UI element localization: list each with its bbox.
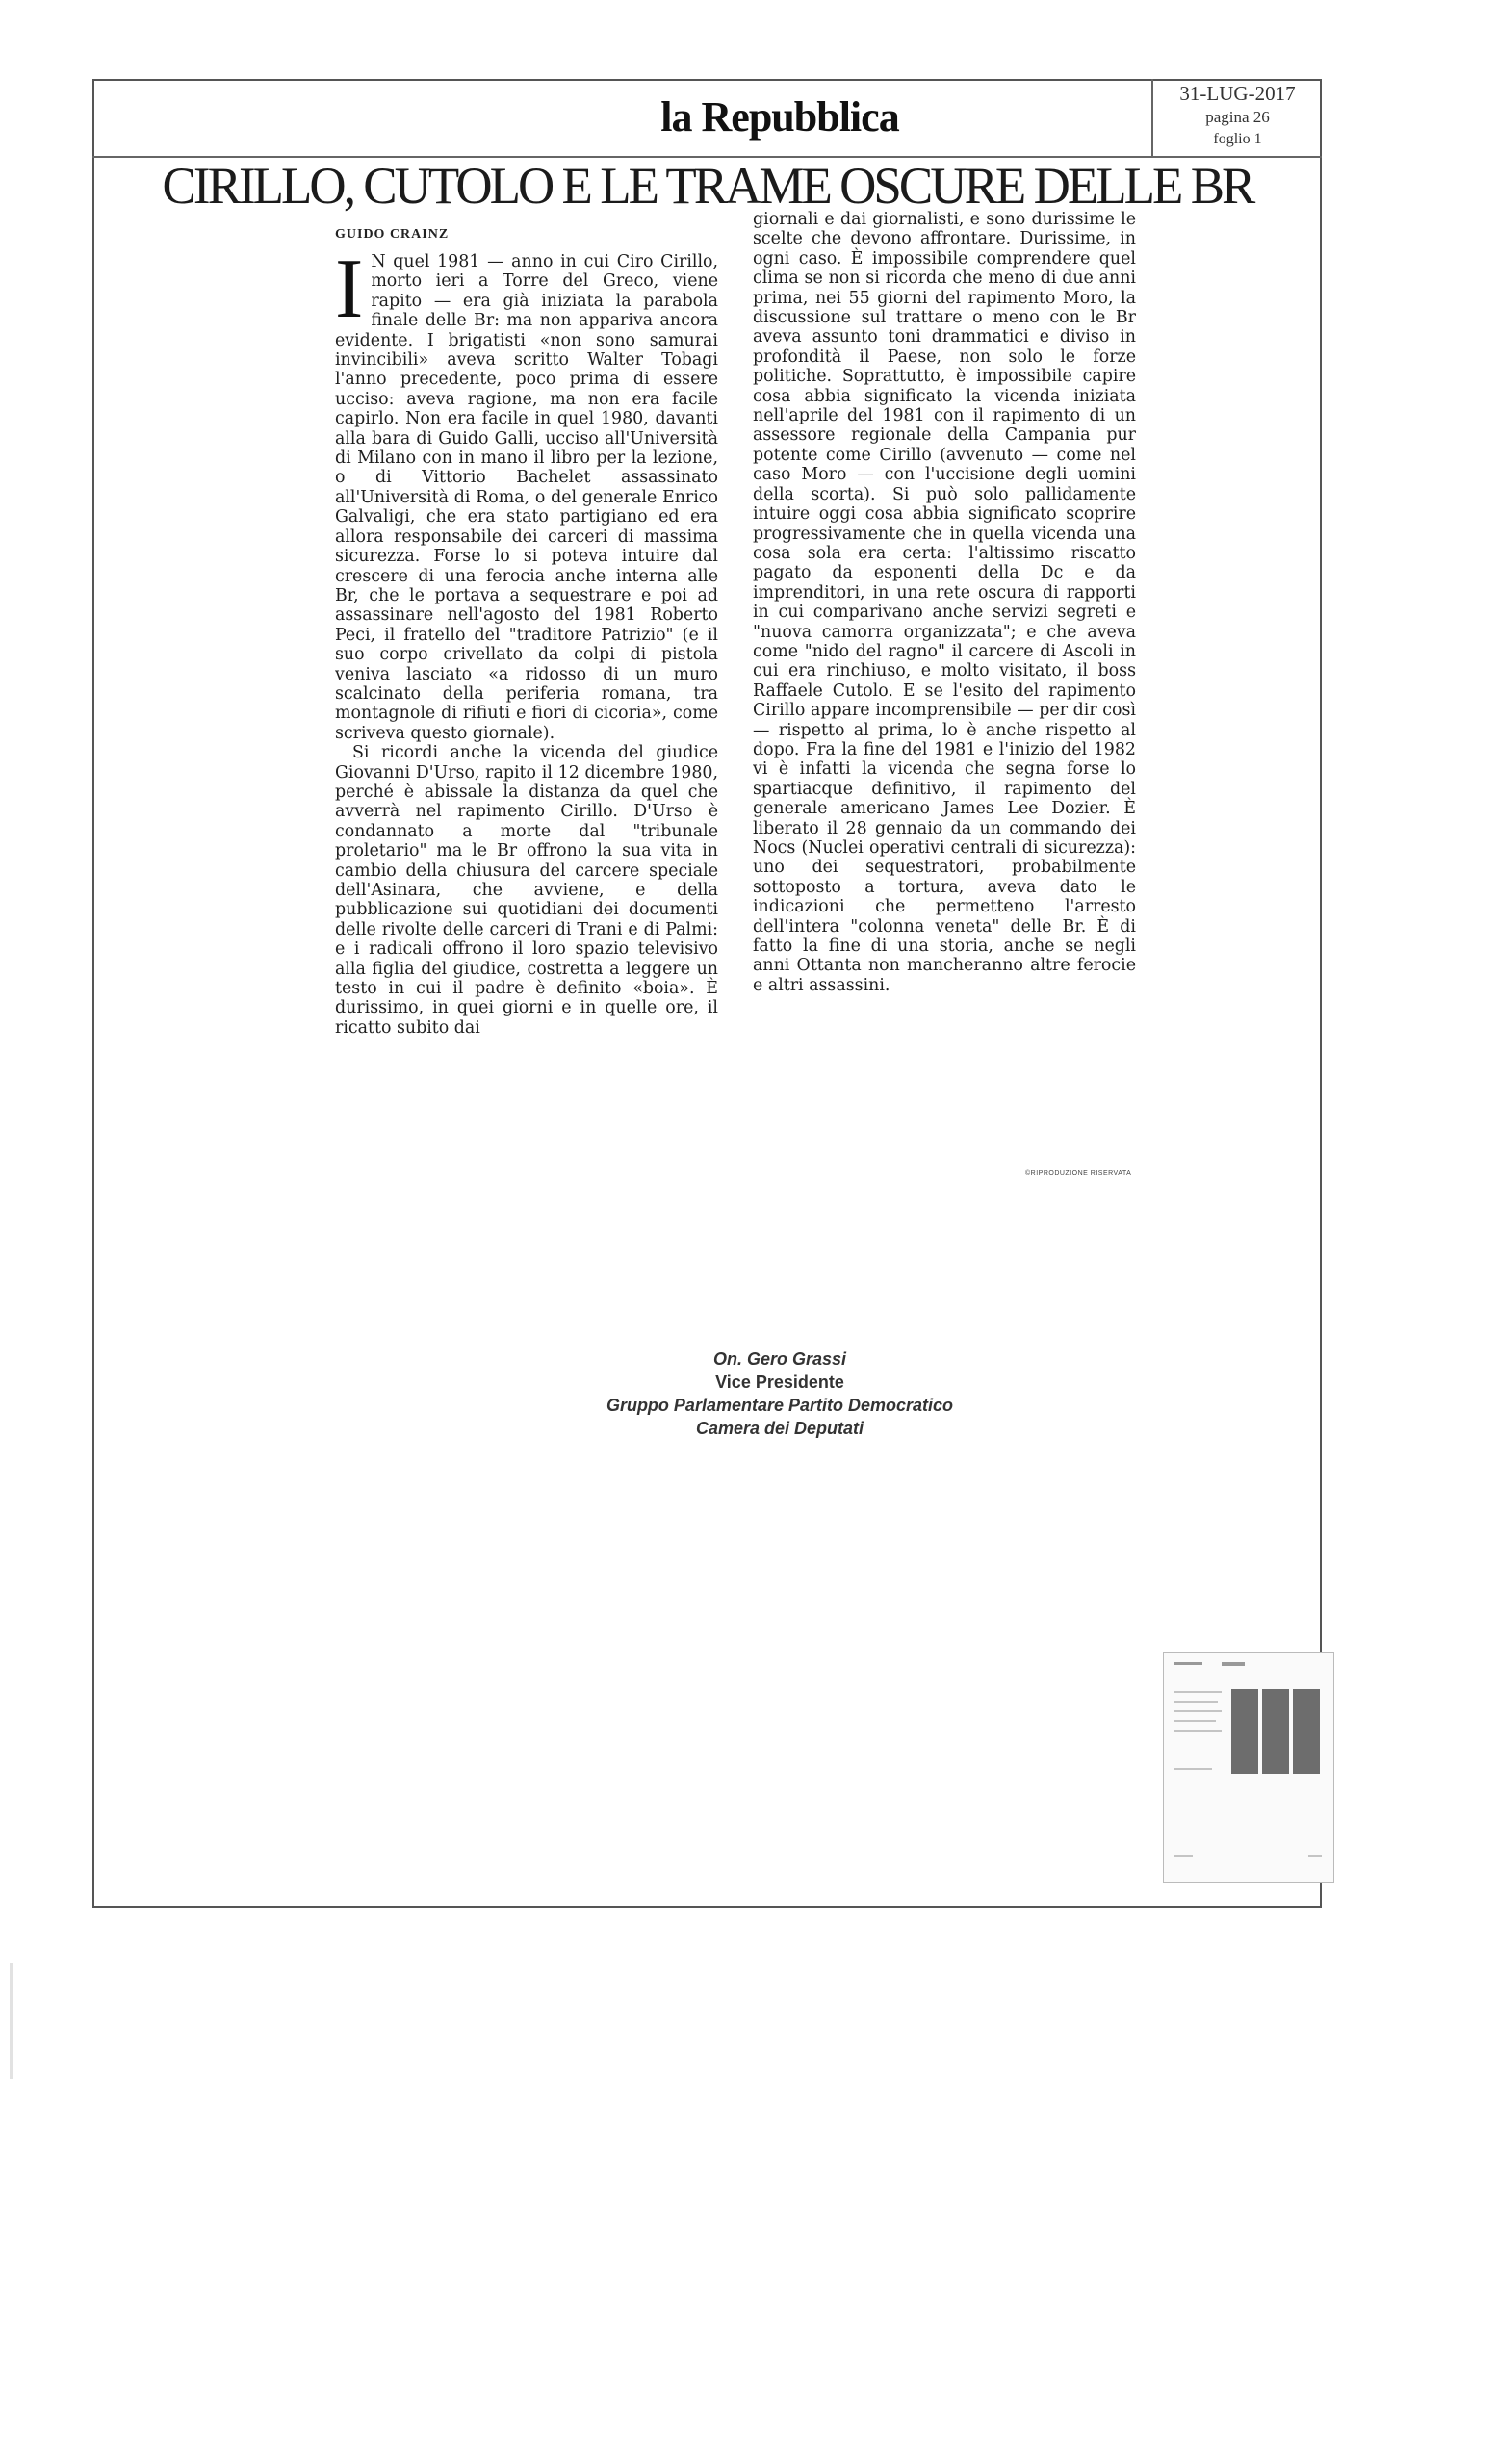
date-box [1151,79,1322,156]
drop-cap: I [335,252,364,336]
page-number: pagina 26 [1205,108,1270,126]
column-1-paragraph-2: Si ricordi anche la vicenda del giudice Giovanni D'Urso, rapito il 12 dicembre 1980, perché è abissale la distanza da quel che avverrà nel rapimento Cirillo. D'Urso è condannato a morte dal "tribunale proletario" ma le Br offrono la sua vita in cambio della chiusura del carcere speciale dell'Asinara, che avviene, e della pubblicazione sui quotidiani dei documenti delle rivolte delle carceri di Trani e di Palmi: e i radicali offrono il loro spazio televisivo alla figlia del giudice, costretta a leggere un testo in cui il padre è definito «boia». È durissimo, in quei giorni e in quelle ore, il ricatto subito dai [335,743,718,1038]
article-headline: CIRILLO, CUTOLO E LE TRAME OSCURE DELLE BR [162,157,1253,215]
page-thumbnail [1163,1652,1334,1883]
thumbnail-line [1308,1855,1322,1857]
article-author: GUIDO CRAINZ [335,227,450,242]
thumbnail-header-mark [1174,1662,1202,1665]
signature-group: Gruppo Parlamentare Partito Democratico [606,1396,954,1415]
signature-block [539,1348,1020,1440]
signature-chamber: Camera dei Deputati [695,1419,864,1438]
signature-name: On. Gero Grassi [712,1349,847,1369]
thumbnail-line [1174,1710,1222,1712]
thumbnail-line [1174,1768,1212,1770]
column-1-paragraph-1-text: N quel 1981 — anno in cui Ciro Cirillo, morto ieri a Torre del Greco, viene rapito — era già iniziata la parabola finale delle Br: ma non appariva ancora evidente. I brigatisti «non sono samurai invincibili» aveva scritto Walter Tobagi l'anno precedente, poco prima di essere ucciso: aveva ragione, ma non era facile capirlo. Non era facile in quel 1980, davanti alla bara di Guido Galli, ucciso all'Università di Milano con in mano il libro per la lezione, o di Vittorio Bachelet assassinato all'Università di Roma, o del generale Enrico Galvaligi, che era stato partigiano ed era allora responsabile dei carceri di massima sicurezza. Forse lo si poteva intuire dal crescere di una ferocia anche interna alle Br, che le portava a sequestrare e poi ad assassinare nell'agosto del 1981 Roberto Peci, il fratello del "traditore Patrizio" (e il suo corpo crivellato da colpi di pistola veniva lasciato «a ridosso di un muro scalcinato della periferia romana, tra montagnole di rifiuti e fiori di cicoria», come scriveva questo giornale). [335,252,718,743]
newspaper-masthead: la Repubblica [660,93,899,141]
sheet-number: foglio 1 [1213,131,1262,147]
thumbnail-text-block [1262,1689,1289,1774]
thumbnail-line [1174,1691,1222,1693]
column-1-paragraph-1 [335,252,718,743]
thumbnail-text-block [1293,1689,1320,1774]
thumbnail-line [1174,1730,1222,1732]
thumbnail-text-block [1231,1689,1258,1774]
clipping-date: 31-LUG-2017 [1179,82,1296,105]
reproduction-notice: ©RIPRODUZIONE RISERVATA [1025,1170,1132,1177]
column-2-paragraph-1: giornali e dai giornalisti, e sono durissime le scelte che devono affrontare. Durissime, in ogni caso. È impossibile comprendere quel clima se non si ricorda che meno di due anni prima, nei 55 giorni del rapimento Moro, la discussione sul trattare o meno con le Br aveva assunto toni drammatici e diviso in profondità il Paese, non solo le forze politiche. Soprattutto, è impossibile capire cosa abbia significato la vicenda iniziata nell'aprile del 1981 con il rapimento di un assessore regionale della Campania pur potente come Cirillo (avvenuto — come nel caso Moro — con l'uccisione degli uomini della scorta). Si può solo pallidamente intuire oggi cosa abbia significato scoprire progressivamente che in quella vicenda una cosa sola era certa: l'altissimo riscatto pagato da esponenti della Dc e da imprenditori, in una rete oscura di rapporti in cui comparivano anche servizi segreti e "nuova camorra organizzata"; e che aveva come "nido del ragno" il carcere di Ascoli in cui era rinchiuso, e molto visitato, il boss Raffaele Cutolo. E se l'esito del rapimento Cirillo appare incomprensibile — per dir così — rispetto al prima, lo è anche rispetto al dopo. Fra la fine del 1981 e l'inizio del 1982 vi è infatti la vicenda che segna forse lo spartiacque definitivo, il rapimento del generale americano James Lee Dozier. È liberato il 28 gennaio da un commando dei Nocs (Nuclei operativi centrali di sicurezza): uno dei sequestratori, probabilmente sottoposto a tortura, aveva dato le indicazioni che permetteno l'arresto dell'intera "colonna veneta" delle Br. È di fatto la fine di una storia, anche se negli anni Ottanta non mancheranno altre ferocie e altri assassini. [753,210,1136,995]
article-column-1 [335,252,718,1176]
thumbnail-line [1174,1720,1216,1722]
scan-edge-mark [10,1964,13,2079]
thumbnail-line [1174,1855,1193,1857]
signature-role: Vice Presidente [715,1373,844,1392]
article-column-2 [753,210,1136,1163]
thumbnail-line [1174,1701,1218,1703]
thumbnail-masthead-mark [1222,1662,1245,1666]
